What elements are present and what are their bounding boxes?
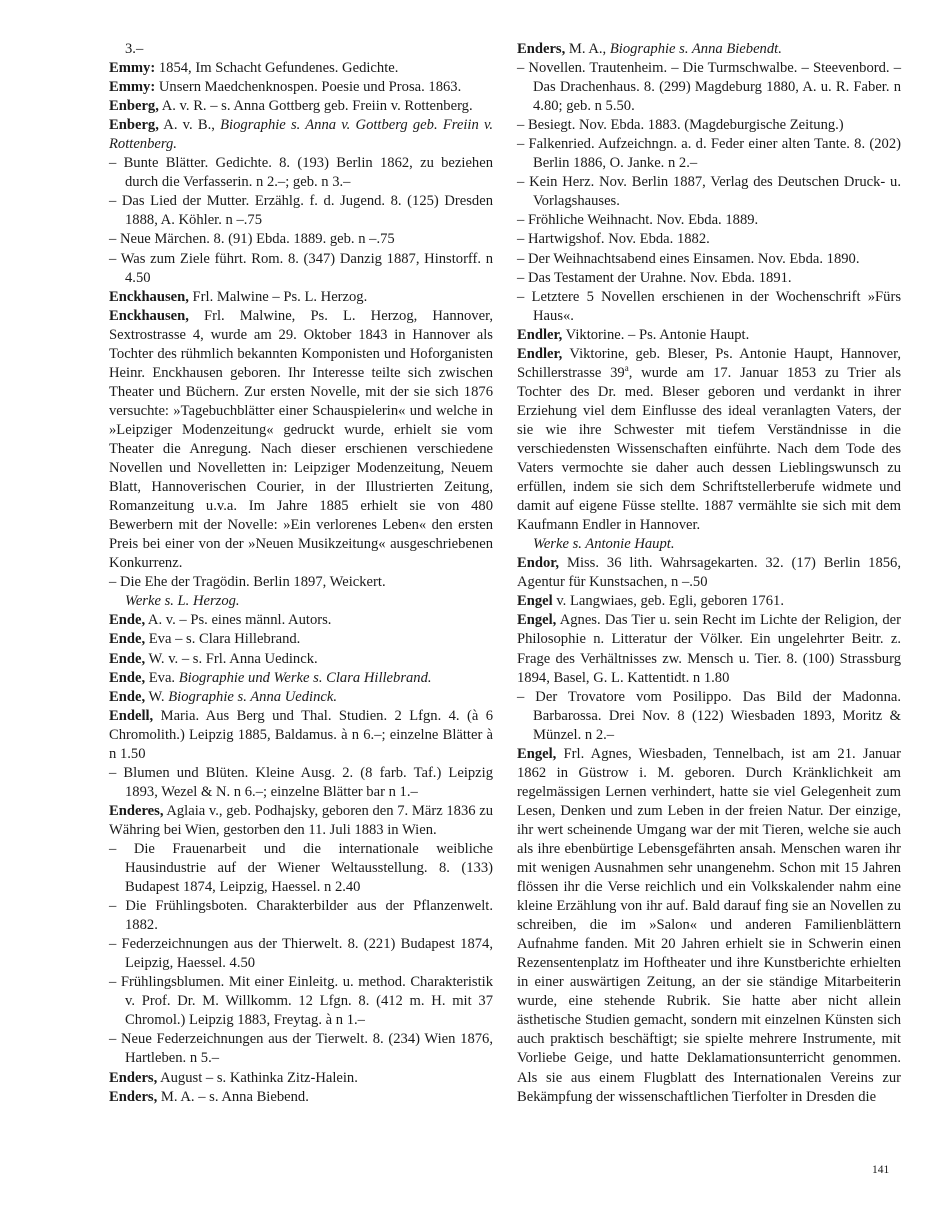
entry-text: – Die Ehe der Tragödin. Berlin 1897, Weickert.: [109, 574, 386, 591]
sub-entry: [109, 230, 493, 249]
entry-head: Ende,: [109, 669, 146, 686]
sub-entry: [109, 1030, 493, 1068]
entry: [109, 650, 493, 669]
sub-entry: [517, 135, 901, 173]
entry: [109, 1088, 493, 1107]
entry: [109, 611, 493, 630]
entry-text: – Blumen und Blüten. Kleine Ausg. 2. (8 farb. Taf.) Leipzig 1893, Wezel & N. n 6.–; einzelne Blätter bar n 1.–: [109, 764, 493, 800]
entry-reference: Biographie s. Anna Uedinck.: [168, 688, 337, 705]
sub-entry: [109, 250, 493, 288]
sub-entry: [109, 973, 493, 1030]
entry-text: Frl. Agnes, Wiesbaden, Tennelbach, ist am 21. Januar 1862 in Güstrow i. M. geboren. Durch Kränklichkeit am regelmässigen Lernen verhindert, hatte sie viel Gelegenheit zum Lesen, Denken und zum Leben in der freien Natur. Der einzige, ihr wert scheinende Umgang war der mit Tieren, welche sie auch als ihre ebenbürtige Lebensgefährten ansah. Menschen waren ihr mit wenigen Ausnahmen sehr unangenehm. Schon mit 15 Jahren flössen ihr die Verse reichlich und ein Volkskalender nahm eine kleine Erzählung von ihr auf. Bald darauf fing sie an Novellen zu schreiben, die im »Salon« und anderen Familienblättern Aufnahme fanden. Mit 20 Jahren erhielt sie in Schwerin einen Rezensentenplatz im Hoftheater und ihre Kunstberichte erhielten in einer auswärtigen Zeitung, an der sie ständige Mitarbeiterin wurde, eine stehende Rubrik. Sie hatte aber nicht allein ästhetische Studien gemacht, sondern mit einzelnen Künsten sich auch praktisch beschäftigt; sie spielte mehrere Instrumente, mit Vorliebe Geige, und hatte Deklamationsunterricht genommen. Als sie aus einem Flugblatt des Internationalen Vereins zur Bekämpfung der wissenschaftlichen Tierfolter in Dresden die: [517, 745, 901, 1105]
entry-reference: Biographie s. Anna Biebendt.: [609, 41, 782, 57]
page-number: 141: [872, 1164, 890, 1176]
continuation: [109, 40, 493, 59]
right-column: [517, 40, 901, 1107]
sub-entry: [517, 116, 901, 135]
sub-entry: [109, 573, 493, 592]
entry: [109, 802, 493, 840]
entry-text: – Der Trovatore vom Posilippo. Das Bild der Madonna. Barbarossa. Drei Nov. 8 (122) Wiesbaden 1893, Moritz & Münzel. n 2.–: [517, 688, 901, 743]
entry-head: Emmy:: [109, 79, 156, 96]
sub-entry: [109, 192, 493, 230]
entry-head: Endler,: [517, 326, 563, 343]
entry-text: Eva.: [145, 669, 179, 686]
entry-text: – Was zum Ziele führt. Rom. 8. (347) Danzig 1887, Hinstorff. n 4.50: [109, 250, 493, 286]
entry-head: Ende,: [109, 631, 146, 648]
sub-entry: [517, 269, 901, 288]
entry-text: Miss. 36 lith. Wahrsagekarten. 32. (17) Berlin 1856, Agentur für Kunstsachen, n –.50: [517, 555, 901, 591]
entry: [517, 554, 901, 592]
entry: [109, 307, 493, 574]
sub-entry: [517, 688, 901, 745]
entry: [109, 707, 493, 764]
entry: [109, 630, 493, 649]
entry: [517, 611, 901, 687]
entry-head: Endler,: [517, 345, 563, 362]
entry-text: M. A. – s. Anna Biebend.: [157, 1088, 309, 1105]
entry-text: – Bunte Blätter. Gedichte. 8. (193) Berlin 1862, zu beziehen durch die Verfasserin. n 2.–; geb. n 3.–: [109, 155, 493, 191]
entry-text: – Die Frühlingsboten. Charakterbilder aus der Pflanzenwelt. 1882.: [109, 898, 493, 934]
entry: [109, 1069, 493, 1088]
entry-text: Maria. Aus Berg und Thal. Studien. 2 Lfgn. 4. (à 6 Chromolith.) Leipzig 1885, Baldamus. à n 6.–; einzelne Blätter à n 1.50: [109, 707, 493, 762]
entry: [517, 326, 901, 345]
entry-head: Enders,: [109, 1088, 158, 1105]
entry: [109, 59, 493, 78]
entry-text: – Die Frauenarbeit und die internationale weibliche Hausindustrie auf der Wiener Weltausstellung. 8. (133) Budapest 1874, Leipzig, Haessel. n 2.40: [109, 840, 493, 896]
entry-text: Frl. Malwine – Ps. L. Herzog.: [188, 288, 368, 305]
entry-text: Unsern Maedchenknospen. Poesie und Prosa. 1863.: [155, 79, 462, 96]
sub-entry: [517, 59, 901, 116]
entry-text: Agnes. Das Tier u. sein Recht im Lichte der Religion, der Philosophie n. Litteratur der Völker. Ein ungelehrter Beitr. z. Frage des Verhältnisses zw. Mensch u. Tier. 8. (100) Strassburg 1894, Basel, G. L. Kattentidt. n 1.80: [517, 612, 901, 686]
entry-head: Endor,: [517, 555, 560, 572]
entry-text: Aglaia v., geb. Podhajsky, geboren den 7. März 1836 zu Währing bei Wien, gestorben den 11. Juli 1883 in Wien.: [109, 802, 493, 838]
entry-text: – Falkenried. Aufzeichngn. a. d. Feder einer alten Tante. 8. (202) Berlin 1886, O. Janke. n 2.–: [517, 136, 901, 172]
entry-text: , wurde am 17. Januar 1853 zu Trier als Tochter des Dr. med. Bleser geboren und verdankt in ihrer Erziehung viel dem Einflusse des ideal veranlagten Vaters, der sie wie ihre Schwester mit tiefem Verständnisse in die verschiedensten Wissenschaften einführte. Nach dem Tode des Vaters vermochte sie daher auch dessen Lieblingswunsch zu erfüllen, indem sie sich dem Schriftstellerberufe widmete und damit auf eigene Füsse stellte. 1887 vermählte sie sich mit dem Kaufmann Endler in Hannover.: [517, 364, 901, 534]
entry-text: – Das Testament der Urahne. Nov. Ebda. 1891.: [517, 269, 792, 286]
entry-note: [109, 592, 493, 611]
entry-text: Werke s. L. Herzog.: [125, 593, 240, 610]
entry-note: [517, 535, 901, 554]
entry-head: Endell,: [109, 707, 154, 724]
sub-entry: [109, 840, 493, 897]
superscript: a: [624, 362, 629, 373]
entry-text: – Frühlingsblumen. Mit einer Einleitg. u. method. Charakteristik v. Prof. Dr. M. Willkomm. 12 Lfgn. 8. (412 m. H. mit 37 Chromol.) Leipzig 1883, Freytag. à n 1.–: [109, 974, 493, 1029]
entry-text: – Hartwigshof. Nov. Ebda. 1882.: [517, 231, 710, 248]
entry-head: Engel,: [517, 612, 557, 629]
entry-text: Werke s. Antonie Haupt.: [533, 536, 675, 553]
entry-head: Enders,: [109, 1069, 158, 1086]
entry-text: – Letztere 5 Novellen erschienen in der Wochenschrift »Fürs Haus«.: [517, 288, 901, 324]
entry-head: Enckhausen,: [109, 288, 189, 305]
entry-text: – Kein Herz. Nov. Berlin 1887, Verlag des Deutschen Druck- u. Vorlagshauses.: [517, 174, 901, 210]
entry-text: – Besiegt. Nov. Ebda. 1883. (Magdeburgische Zeitung.): [517, 117, 844, 134]
entry-text: A. v. – Ps. eines männl. Autors.: [145, 612, 332, 629]
entry: [109, 78, 493, 97]
entry-text: – Federzeichnungen aus der Thierwelt. 8. (221) Budapest 1874, Leipzig, Haessel. 4.50: [109, 936, 493, 972]
sub-entry: [517, 173, 901, 211]
entry-text: Viktorine. – Ps. Antonie Haupt.: [562, 326, 750, 343]
entry-text: – Der Weihnachtsabend eines Einsamen. Nov. Ebda. 1890.: [517, 250, 860, 267]
entry-reference: Biographie s. Anna v. Gottberg geb. Freiin v. Rottenberg.: [109, 117, 493, 153]
entry-head: Enberg,: [109, 98, 159, 115]
entry-head: Ende,: [109, 650, 146, 667]
entry: [517, 745, 901, 1107]
entry: [109, 688, 493, 707]
entry-head: Ende,: [109, 688, 146, 705]
entry: [109, 288, 493, 307]
entry-text: 1854, Im Schacht Gefundenes. Gedichte.: [155, 60, 399, 77]
entry-text: W.: [145, 688, 169, 705]
left-column: [109, 40, 493, 1107]
sub-entry: [109, 154, 493, 192]
entry-text: – Neue Federzeichnungen aus der Tierwelt. 8. (234) Wien 1876, Hartleben. n 5.–: [109, 1031, 493, 1067]
entry-text: – Das Lied der Mutter. Erzählg. f. d. Jugend. 8. (125) Dresden 1888, A. Köhler. n –.75: [109, 193, 493, 229]
entry-text: 3.–: [125, 41, 144, 57]
entry-text: – Fröhliche Weihnacht. Nov. Ebda. 1889.: [517, 212, 759, 229]
sub-entry: [517, 288, 901, 326]
sub-entry: [517, 230, 901, 249]
entry-head: Engel: [517, 593, 553, 610]
entry-text: A. v. B.,: [158, 117, 221, 134]
entry-text: Eva – s. Clara Hillebrand.: [145, 631, 301, 648]
entry-head: Ende,: [109, 612, 146, 629]
entry-text: A. v. R. – s. Anna Gottberg geb. Freiin v. Rottenberg.: [158, 98, 473, 115]
entry: [517, 592, 901, 611]
sub-entry: [517, 250, 901, 269]
entry: [517, 40, 901, 59]
entry-text: Viktorine, geb. Bleser, Ps. Antonie Haupt, Hannover, Schillerstrasse 39: [517, 345, 901, 381]
entry-text: v. Langwiaes, geb. Egli, geboren 1761.: [552, 593, 784, 610]
entry-text: – Neue Märchen. 8. (91) Ebda. 1889. geb. n –.75: [109, 231, 395, 248]
sub-entry: [517, 211, 901, 230]
entry: [109, 97, 493, 116]
entry-text: – Novellen. Trautenheim. – Die Turmschwalbe. – Steevenbord. – Das Drachenhaus. 8. (299) Magdeburg 1880, A. u. R. Faber. n 4.80; geb. n 5.50.: [517, 60, 901, 115]
entry-head: Emmy:: [109, 60, 156, 77]
entry: [109, 116, 493, 154]
entry-head: Enderes,: [109, 802, 164, 819]
entry-text: August – s. Kathinka Zitz-Halein.: [157, 1069, 358, 1086]
entry-head: Engel,: [517, 745, 557, 762]
entry-head: Enberg,: [109, 117, 159, 134]
entry-text: W. v. – s. Frl. Anna Uedinck.: [145, 650, 318, 667]
entry-text: M. A.,: [565, 41, 610, 57]
sub-entry: [109, 764, 493, 802]
sub-entry: [109, 935, 493, 973]
entry: [517, 345, 901, 535]
entry-reference: Biographie und Werke s. Clara Hillebrand.: [178, 669, 432, 686]
entry: [109, 669, 493, 688]
entry-head: Enckhausen,: [109, 307, 189, 324]
entry-text: Frl. Malwine, Ps. L. Herzog, Hannover, Sextrostrasse 4, wurde am 29. Oktober 1843 in Hannover als Tochter des rühmlich bekannten Komponisten und Hoforganisten Heinr. Enckhausen geboren. Ihr Interesse teilte sich zwischen Theater und Büchern. Zur ersten Novelle, mit der sie sich 1876 versuchte: »Tagebuchblätter einer Schauspielerin« und welche in »Leipziger Modenzeitung« gedruckt wurde, erhielt sie vom Theater die Anregung. Nach dieser erschienen verschiedene Novellen und Novelletten in: Leipziger Modenzeitung, Neuem Blatt, Hannoverischen Courier, in der Illustrierten Zeitung, Romanzeitung u.v.a. Im Jahre 1885 erhielt sie von 480 Bewerbern mit der Novelle: »Ein verlorenes Leben« den ersten Preis bei einer von der »Neuen Musikzeitung« ausgeschriebenen Konkurrenz.: [109, 307, 493, 572]
entry-head: Enders,: [517, 41, 566, 57]
sub-entry: [109, 897, 493, 935]
